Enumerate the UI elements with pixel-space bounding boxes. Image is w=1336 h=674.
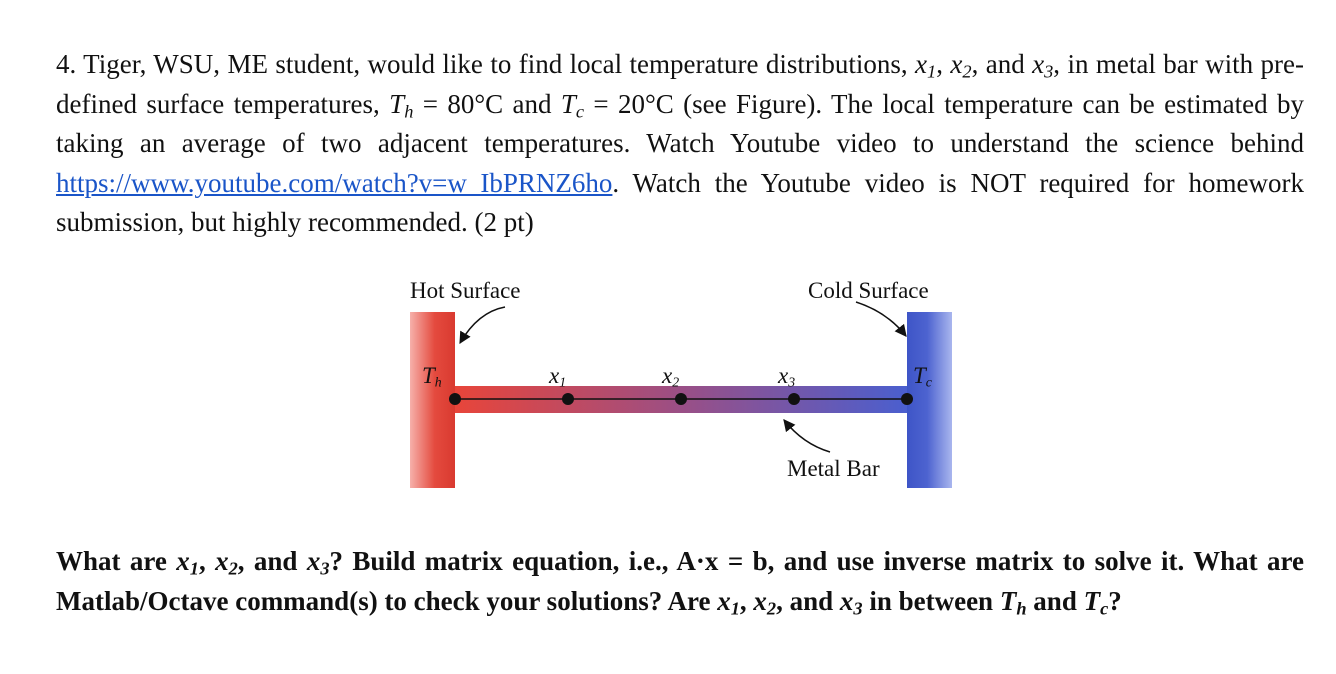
tc-var: $T_c$ <box>560 88 585 122</box>
question-text-8: and <box>1026 585 1084 616</box>
metal-bar-label: Metal Bar <box>787 456 880 481</box>
question-text-3: , and <box>237 546 307 576</box>
th-var: $T_h$ <box>999 585 1027 619</box>
problem-text-6: = 20°C (see Figure). The local temperature can be estimated by taking an average of two adjacent temperatures. Watch Youtube video to understand the science behind <box>56 88 1304 158</box>
node-th <box>449 393 461 405</box>
problem-text-2: , <box>936 49 951 79</box>
cold-surface-label: Cold Surface <box>808 278 929 303</box>
question-text-2: , <box>198 546 216 576</box>
question-statement <box>56 542 1304 621</box>
tc-label: $T_c$ <box>913 363 932 390</box>
problem-text-5: = 80°C and <box>413 88 561 119</box>
th-label: $T_h$ <box>422 363 442 390</box>
x3-var: $x_3$ <box>1032 49 1054 82</box>
x3-var: $x_3$ <box>306 546 330 579</box>
x3-label: $x_3$ <box>778 363 796 390</box>
question-text-5: , <box>739 585 754 616</box>
x2-label: $x_2$ <box>662 363 680 390</box>
problem-text-1: 4. Tiger, WSU, ME student, would like to find local temperature distributions, <box>56 49 916 79</box>
question-text-6: , and <box>776 585 840 616</box>
youtube-link[interactable]: https://www.youtube.com/watch?v=w_IbPRNZ6ho <box>56 167 613 198</box>
x3-var: $x_3$ <box>839 585 863 619</box>
x1-var: $x_1$ <box>176 546 199 579</box>
question-text-7: in between <box>862 585 1000 616</box>
node-x3 <box>788 393 800 405</box>
problem-text-3: , and <box>971 49 1033 79</box>
hot-surface <box>410 312 455 488</box>
problem-text-7: . Watch the Youtube video is NOT required for homework submission, but highly recommended. (2 pt) <box>56 167 1304 237</box>
question-text-4: ? Build matrix equation, i.e., A·x = b, and use inverse matrix to solve it. What are Matlab/Octave command(s) to check your solutions? Are <box>56 546 1304 616</box>
node-x1 <box>562 393 574 405</box>
question-text-1: What are <box>56 546 177 576</box>
hot-arrow <box>460 307 505 343</box>
x1-var: $x_1$ <box>915 49 937 82</box>
x2-var: $x_2$ <box>215 546 238 579</box>
bar-arrow <box>784 420 830 452</box>
x1-label: $x_1$ <box>549 363 567 390</box>
x1-var: $x_1$ <box>717 585 740 619</box>
problem-text-4: , in metal bar with pre-defined surface temperatures, <box>56 49 1305 119</box>
x2-var: $x_2$ <box>950 49 972 82</box>
node-tc <box>901 393 913 405</box>
node-x2 <box>675 393 687 405</box>
x2-var: $x_2$ <box>753 585 777 619</box>
cold-surface <box>907 312 952 488</box>
tc-var: $T_c$ <box>1083 585 1109 619</box>
cold-arrow <box>856 302 906 336</box>
th-var: $T_h$ <box>389 88 414 122</box>
hot-surface-label: Hot Surface <box>410 278 521 303</box>
question-text-9: ? <box>1108 585 1122 616</box>
